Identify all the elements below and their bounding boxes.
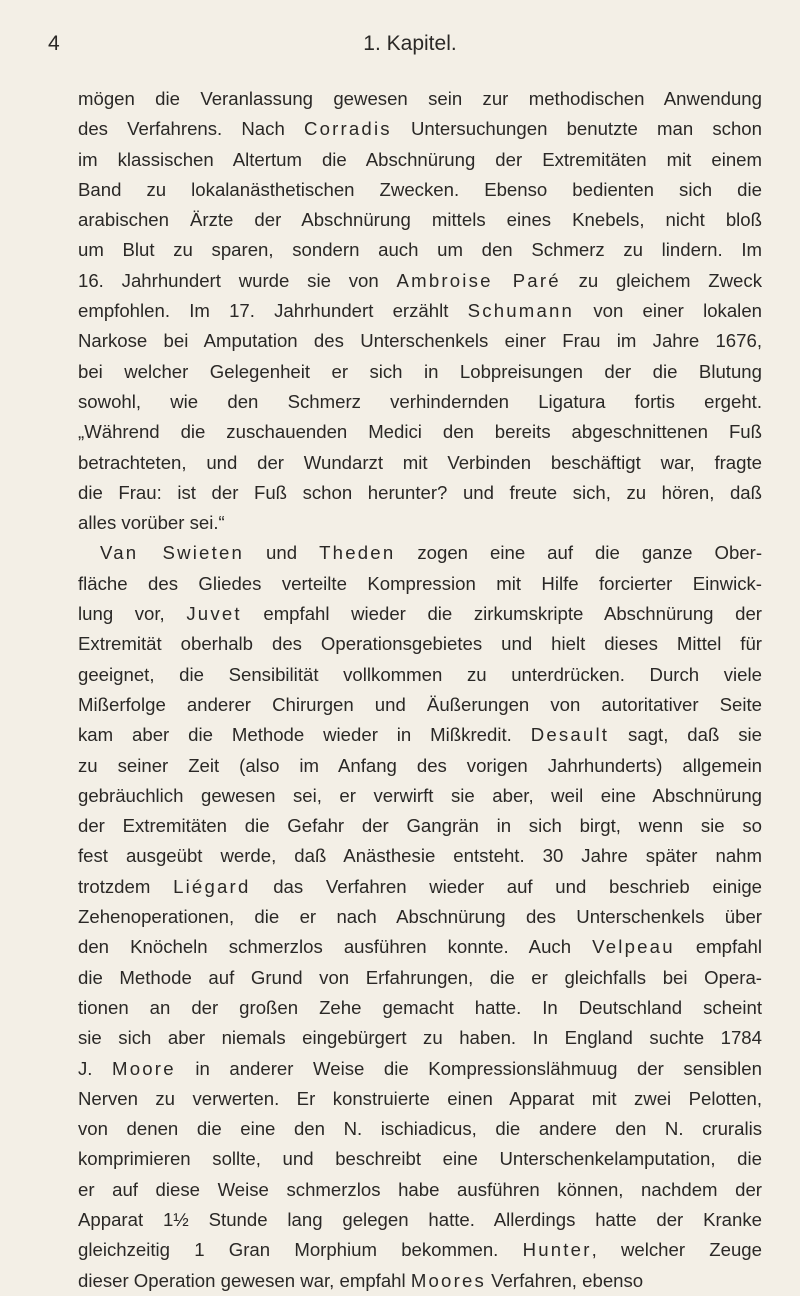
text-line: „Während die zuschauenden Medici den bereits abgeschnittenen Fuß [78, 421, 762, 443]
person-name: Moore [112, 1057, 176, 1079]
person-name: Desault [530, 724, 610, 746]
text-line: trotzdem Liégard das Verfahren wieder auf und beschrieb einige [78, 875, 762, 897]
text-line: sowohl, wie den Schmerz verhindernden Ligatura fortis ergeht. [78, 390, 762, 412]
text-line: Zehenoperationen, die er nach Abschnürung des Unterschenkels über [78, 906, 762, 928]
text-line: lung vor, Juvet empfahl wieder die zirkumskripte Abschnürung der [78, 603, 762, 625]
text-line: um Blut zu sparen, sondern auch um den Schmerz zu lindern. Im [78, 239, 762, 261]
text-line: Mißerfolge anderer Chirurgen und Äußerungen von autoritativer Seite [78, 693, 762, 715]
text-line: kam aber die Methode wieder in Mißkredit. Desault sagt, daß sie [78, 724, 762, 746]
text-line: Apparat 1½ Stunde lang gelegen hatte. Allerdings hatte der Kranke [78, 1208, 762, 1230]
text-line: J. Moore in anderer Weise die Kompressionslähmuug der sensiblen [78, 1057, 762, 1079]
person-name: Schumann [467, 300, 575, 322]
person-name: Corradis [303, 118, 392, 140]
text-line: der Extremitäten die Gefahr der Gangrän in sich birgt, wenn sie so [78, 815, 762, 837]
text-line: bei welcher Gelegenheit er sich in Lobpreisungen der die Blutung [78, 360, 762, 382]
text-line: 16. Jahrhundert wurde sie von Ambroise Paré zu gleichem Zweck [78, 269, 762, 291]
text-line: alles vorüber sei.“ [78, 512, 225, 534]
text-line: fest ausgeübt werde, daß Anästhesie entsteht. 30 Jahre später nahm [78, 845, 762, 867]
text-line: gleichzeitig 1 Gran Morphium bekommen. Hunter, welcher Zeuge [78, 1239, 762, 1261]
text-line: Extremität oberhalb des Operationsgebietes und hielt dieses Mittel für [78, 633, 762, 655]
text-line: fläche des Gliedes verteilte Kompression mit Hilfe forcierter Einwick- [78, 572, 762, 594]
text-line: Nerven zu verwerten. Er konstruierte einen Apparat mit zwei Pelotten, [78, 1087, 762, 1109]
text-line: den Knöcheln schmerzlos ausführen konnte. Auch Velpeau empfahl [78, 936, 762, 958]
text-line: er auf diese Weise schmerzlos habe ausführen können, nachdem der [78, 1178, 762, 1200]
text-line: zu seiner Zeit (also im Anfang des vorigen Jahrhunderts) allgemein [78, 754, 762, 776]
text-line: die Frau: ist der Fuß schon herunter? und freute sich, zu hören, daß [78, 481, 762, 503]
person-name: Velpeau [592, 936, 675, 958]
chapter-title: 1. Kapitel. [363, 32, 457, 55]
text-line: tionen an der großen Zehe gemacht hatte. In Deutschland scheint [78, 996, 762, 1018]
text-line: betrachteten, und der Wundarzt mit Verbinden beschäftigt war, fragte [78, 451, 762, 473]
text-line: gebräuchlich gewesen sei, er verwirft sie aber, weil eine Abschnürung [78, 784, 762, 806]
text-line: des Verfahrens. Nach Corradis Untersuchungen benutzte man schon [78, 118, 762, 140]
text-line: Band zu lokalanästhetischen Zwecken. Ebenso bedienten sich die [78, 178, 762, 200]
text-line: die Methode auf Grund von Erfahrungen, die er gleichfalls bei Opera- [78, 966, 762, 988]
running-head [48, 30, 772, 58]
text-line: sie sich aber niemals eingebürgert zu haben. In England suchte 1784 [78, 1027, 762, 1049]
text-line: Narkose bei Amputation des Unterschenkels einer Frau im Jahre 1676, [78, 330, 762, 352]
person-name: Hunter [522, 1239, 592, 1261]
person-name: Juvet [186, 603, 242, 625]
person-name: Van Swieten [100, 542, 245, 564]
text-line: im klassischen Altertum die Abschnürung der Extremitäten mit einem [78, 148, 762, 170]
text-line: geeignet, die Sensibilität vollkommen zu unterdrücken. Durch viele [78, 663, 762, 685]
person-name: Liégard [173, 875, 251, 897]
person-name: Ambroise Paré [396, 269, 561, 291]
text-line: komprimieren sollte, und beschreibt eine Unterschenkelamputation, die [78, 1148, 762, 1170]
person-name: Theden [319, 542, 396, 564]
text-line: dieser Operation gewesen war, empfahl Moores Verfahren, ebenso [78, 1269, 644, 1291]
text-line: arabischen Ärzte der Abschnürung mittels eines Knebels, nicht bloß [78, 209, 762, 231]
text-line: Van Swieten und Theden zogen eine auf die ganze Ober- [100, 542, 762, 564]
body-text [78, 84, 762, 1296]
person-name: Moores [410, 1269, 487, 1291]
text-line: empfohlen. Im 17. Jahrhundert erzählt Schumann von einer lokalen [78, 300, 762, 322]
text-line: mögen die Veranlassung gewesen sein zur methodischen Anwendung [78, 88, 762, 109]
page-number: 4 [48, 32, 60, 55]
text-line: von denen die eine den N. ischiadicus, die andere den N. cruralis [78, 1118, 762, 1140]
